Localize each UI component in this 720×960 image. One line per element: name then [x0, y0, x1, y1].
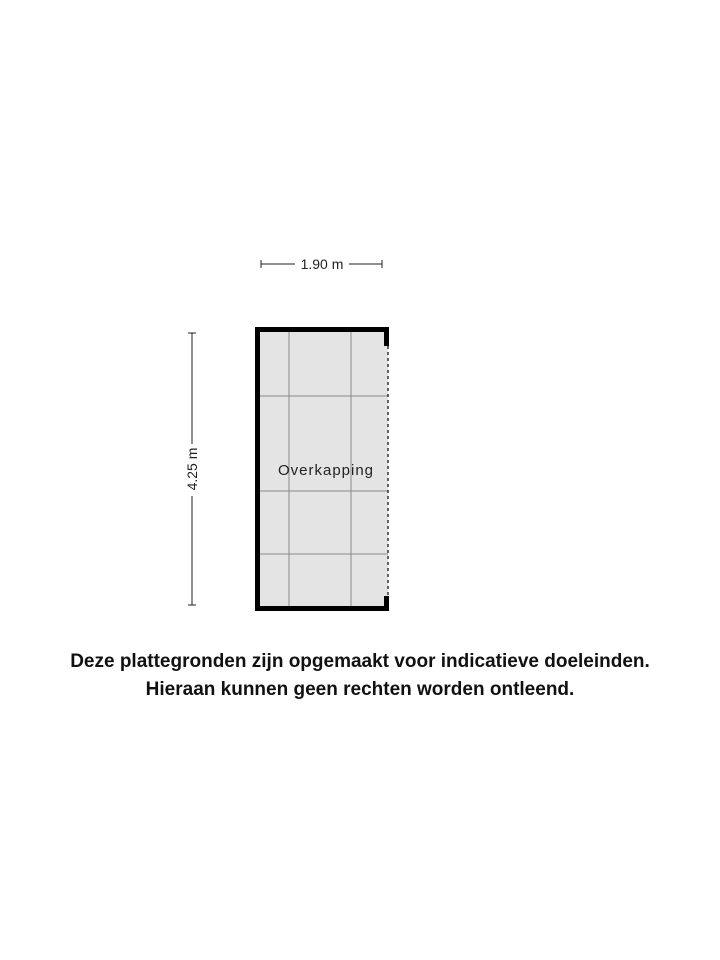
width-dimension-label: 1.90 m	[300, 256, 344, 272]
width-dimension	[261, 256, 382, 272]
disclaimer-line-1: Deze plattegronden zijn opgemaakt voor indicatieve doeleinden.	[70, 651, 650, 672]
room-overkapping	[255, 327, 389, 611]
height-dimension-label: 4.25 m	[184, 447, 200, 491]
room-label: Overkapping	[277, 462, 375, 479]
height-dimension	[184, 333, 200, 605]
disclaimer-line-2: Hieraan kunnen geen rechten worden ontleend.	[145, 679, 575, 700]
